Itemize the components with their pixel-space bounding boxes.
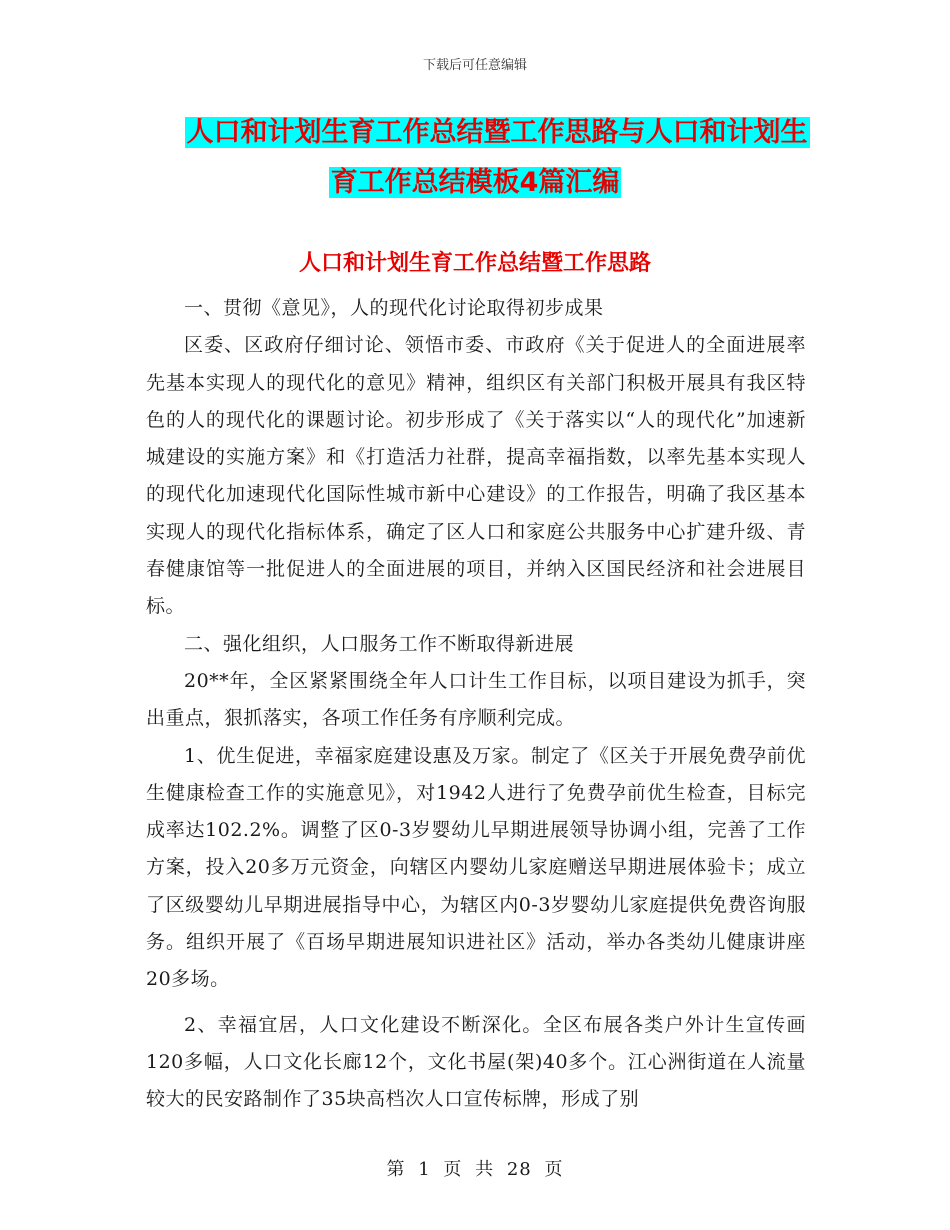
paragraph-heading-2: 二、强化组织，人口服务工作不断取得新进展 <box>184 632 575 655</box>
paragraph: 2、幸福宜居，人口文化建设不断深化。全区布展各类户外计生宣传画120多幅，人口文化长廊12个，文化书屋(架)40多个。江心洲街道在人流量较大的民安路制作了35块高档次人口宣传标牌，形成了别 <box>146 1013 806 1111</box>
document-title-line-2 <box>0 158 950 208</box>
header-note: 下载后可任意编辑 <box>422 58 527 73</box>
section-title: 人口和计划生育工作总结暨工作思路 <box>298 251 651 276</box>
paragraph: 20**年，全区紧紧围绕全年人口计生工作目标，以项目建设为抓手，突出重点，狠抓落实，各项工作任务有序顺利完成。 <box>146 669 806 730</box>
page-footer: 第 1 页 共 28 页 <box>386 1159 564 1180</box>
paragraph: 1、优生促进，幸福家庭建设惠及万家。制定了《区关于开展免费孕前优生健康检查工作的实施意见》，对1942人进行了免费孕前优生检查，目标完成率达102.2%。调整了区0-3岁婴幼儿早期进展领导协调小组，完善了工作方案，投入20多万元资金，向辖区内婴幼儿家庭赠送早期进展体验卡；成立了区级婴幼儿早期进展指导中心，为辖区内0-3岁婴幼儿家庭提供免费咨询服务。组织开展了《百场早期进展知识进社区》活动，举办各类幼儿健康讲座20多场。 <box>146 744 806 991</box>
title-highlight-2: 育工作总结模板4篇汇编 <box>330 167 620 198</box>
paragraph-heading-1: 一、贯彻《意见》，人的现代化讨论取得初步成果 <box>184 297 604 319</box>
title-highlight-1: 人口和计划生育工作总结暨工作思路与人口和计划生 <box>186 117 808 148</box>
body-text <box>146 290 806 1119</box>
document-title <box>0 108 950 208</box>
document-title-line-1 <box>0 108 950 158</box>
paragraph: 区委、区政府仔细讨论、领悟市委、市政府《关于促进人的全面进展率先基本实现人的现代化的意见》精神，组织区有关部门积极开展具有我区特色的人的现代化的课题讨论。初步形成了《关于落实以“人的现代化”加速新城建设的实施方案》和《打造活力社群，提高幸福指数，以率先基本实现人的现代化加速现代化国际性城市新中心建设》的工作报告，明确了我区基本实现人的现代化指标体系，确定了区人口和家庭公共服务中心扩建升级、青春健康馆等一批促进人的全面进展的项目，并纳入区国民经济和社会进展目标。 <box>146 334 806 618</box>
